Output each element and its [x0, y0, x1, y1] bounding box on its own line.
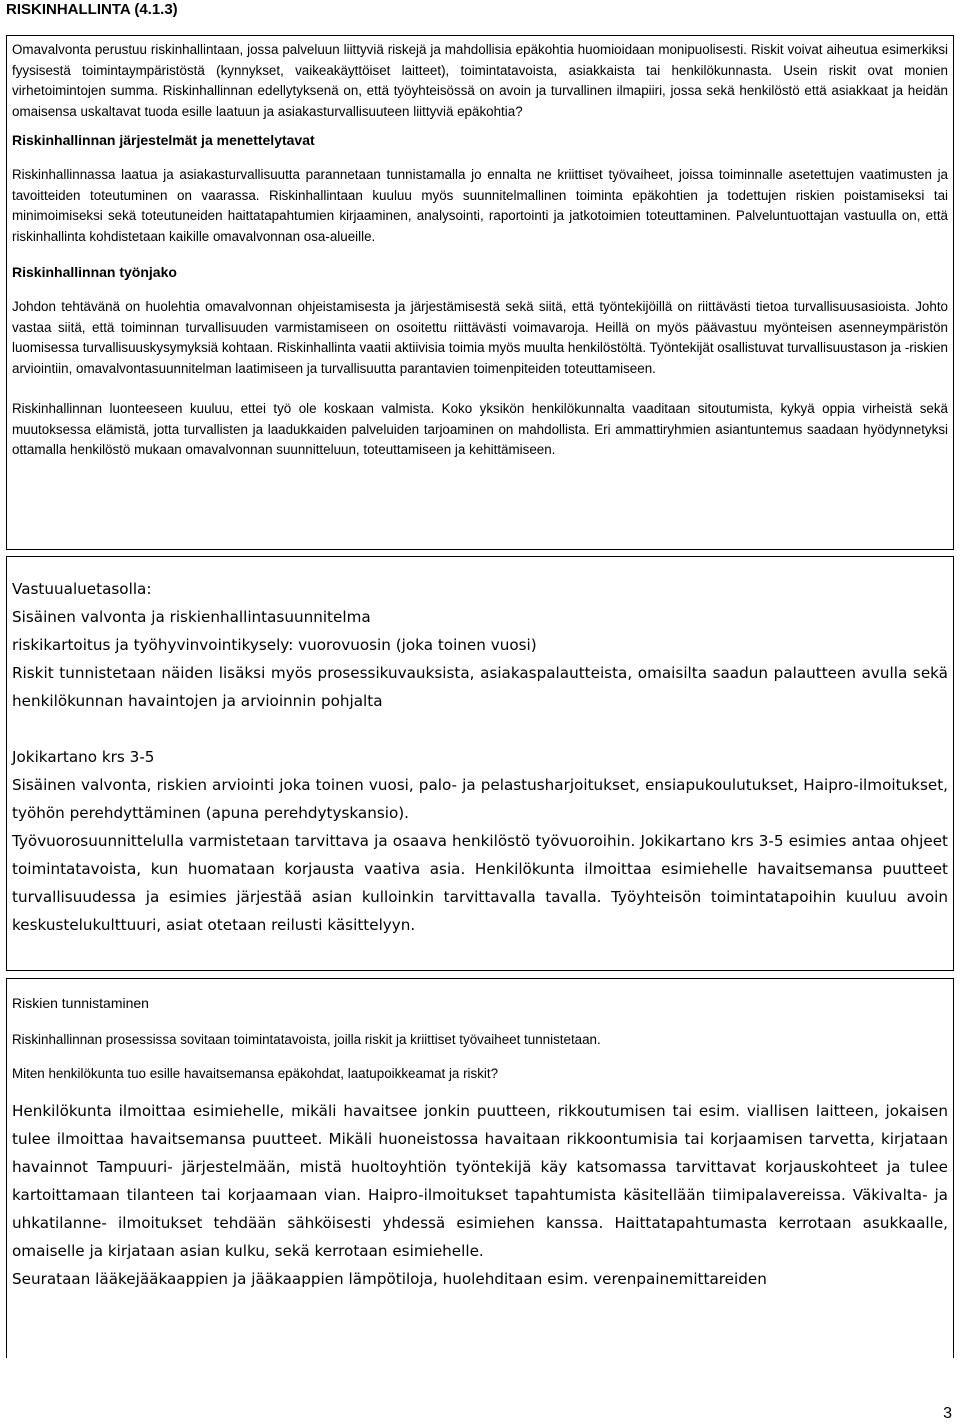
division-paragraph: Johdon tehtävänä on huolehtia omavalvonnan ohjeistamisesta ja järjestämisestä sekä siitä, että työntekijöillä on riittävästi tietoa turvallisuusasioista. Johto vastaa siitä, että toiminnan turvallisuuden varmistamiseen on osoitettu riittävästi voimavaroja. Heillä on myös päävastuu myönteisen asenneympäristön luomisessa turvallisuuskysymyksiä kohtaan. Riskinhallinta vaatii aktiivisia toimia myös muulta henkilöstöltä. Työntekijät osallistuvat turvallisuustason ja -riskien arviointiin, omavalvontasuunnitelman laatimiseen ja turvallisuutta parantavien toimenpiteiden toteuttamiseen. — [12, 299, 948, 376]
page-number: 3 — [943, 1405, 952, 1422]
internal-control-line: Sisäinen valvonta ja riskienhallintasuunnitelma — [12, 608, 371, 626]
unit-label: Jokikartano krs 3-5 — [12, 748, 155, 766]
responsibility-label: Vastuualuetasolla: — [12, 580, 152, 598]
page-title: RISKINHALLINTA (4.1.3) — [6, 1, 178, 18]
division-heading: Riskinhallinnan työnjako — [12, 264, 177, 280]
unit-paragraph-1: Sisäinen valvonta, riskien arviointi joka toinen vuosi, palo- ja pelastusharjoitukset, ensiapukoulutukset, Haipro-ilmoitukset, työhön perehdyttäminen (apuna perehdytyskansio). — [12, 776, 948, 822]
identification-heading: Riskien tunnistaminen — [12, 995, 149, 1011]
monitoring-answer: Seurataan lääkejääkaappien ja jääkaappien lämpötiloja, huolehditaan esim. verenpainemittareiden — [12, 1269, 767, 1288]
survey-line: riskikartoitus ja työhyvinvointikysely: vuorovuosin (joka toinen vuosi) — [12, 636, 537, 654]
nature-paragraph: Riskinhallinnan luonteeseen kuuluu, ettei työ ole koskaan valmista. Koko yksikön henkilökunnalta vaaditaan sitoutumista, kykyä oppia virheistä sekä muutoksessa elämistä, jotta turvallisten ja laadukkaiden palveluiden tarjoaminen on mahdollista. Eri ammattiryhmien asiantuntemus saadaan hyödynnetyksi ottamalla henkilöstö mukaan omavalvonnan suunnitteluun, toteuttamiseen ja kehittämiseen. — [12, 401, 948, 457]
unit-paragraph-2: Työvuorosuunnittelulla varmistetaan tarvittava ja osaava henkilöstö työvuoroihin. Jokikartano krs 3-5 esimies antaa ohjeet toimintatavoista, kun huomataan korjausta vaativa asia. Henkilökunta ilmoittaa esimiehelle havaitsemansa puutteet turvallisuudessa ja esimies järjestää asian kulloinkin tarvittavalla tavalla. Työyhteisön toimintatapoihin kuuluu avoin keskustelukulttuuri, asiat otetaan reilusti käsittelyyn. — [12, 832, 948, 934]
identification-line: Riskit tunnistetaan näiden lisäksi myös prosessikuvauksista, asiakaspalautteista, omaisilta saadun palautteen avulla sekä henkilökunnan havaintojen ja arvioinnin pohjalta — [12, 664, 948, 710]
systems-paragraph: Riskinhallinnassa laatua ja asiakasturvallisuutta parannetaan tunnistamalla jo ennalta ne kriittiset työvaiheet, joissa toiminnalle asetettujen vaatimusten ja tavoitteiden toteutuminen on vaarassa. Riskinhallintaan kuuluu myös suunnitelmallinen toiminta epäkohtien ja todettujen riskien poistamiseksi tai minimoimiseksi sekä toteutuneiden haittatapahtumien kirjaaminen, analysointi, raportointi ja jatkotoimien toteuttaminen. Palveluntuottajan vastuulla on, että riskinhallinta kohdistetaan kaikille omavalvonnan osa-alueille. — [12, 167, 948, 244]
identification-answer: Henkilökunta ilmoittaa esimiehelle, mikäli havaitsee jonkin puutteen, rikkoutumisen tai esim. viallisen laitteen, jokaisen tulee ilmoittaa havaitsemansa puutteet. Mikäli huoneistossa havaitaan rikkoontumisia tai korjaamisen tarvetta, kirjataan havainnot Tampuuri- järjestelmään, mistä huoltoyhtiön työntekijä käy katsomassa tarvittavat korjauskohteet ja tulee kartoittamaan tilanteen tai korjaamaan vian. Haipro-ilmoitukset tapahtumista käsitellään tiimipalavereissa. Väkivalta- ja uhkatilanne- ilmoitukset tehdään sähköisesti yhdessä esimiehen kanssa. Haittatapahtumasta kerrotaan asukkaalle, omaiselle ja kirjataan asian kulku, sekä kerrotaan esimiehelle. — [12, 1101, 948, 1260]
risk-management-section — [6, 35, 954, 550]
identification-question: Miten henkilökunta tuo esille havaitsemansa epäkohdat, laatupoikkeamat ja riskit? — [12, 1066, 499, 1081]
systems-heading: Riskinhallinnan järjestelmät ja menettelytavat — [12, 132, 315, 148]
responsibility-section — [6, 556, 954, 971]
risk-identification-section — [6, 978, 954, 1358]
intro-paragraph: Omavalvonta perustuu riskinhallintaan, jossa palveluun liittyviä riskejä ja mahdollisia epäkohtia huomioidaan monipuolisesti. Riskit voivat aiheutua esimerkiksi fyysisestä toimintaympäristöstä (kynnykset, vaikeakäyttöiset laitteet), toimintatavoista, asiakkaista tai henkilökunnasta. Usein riskit ovat monien virhetoimintojen summa. Riskinhallinnan edellytyksenä on, että työyhteisössä on avoin ja turvallinen ilmapiiri, jossa sekä henkilöstö että asiakkaat ja heidän omaisensa uskaltavat tuoda esille laatuun ja asiakasturvallisuuteen liittyviä epäkohtia? — [12, 42, 948, 119]
identification-text: Riskinhallinnan prosessissa sovitaan toimintatavoista, joilla riskit ja kriittiset työvaiheet tunnistetaan. — [12, 1031, 601, 1047]
